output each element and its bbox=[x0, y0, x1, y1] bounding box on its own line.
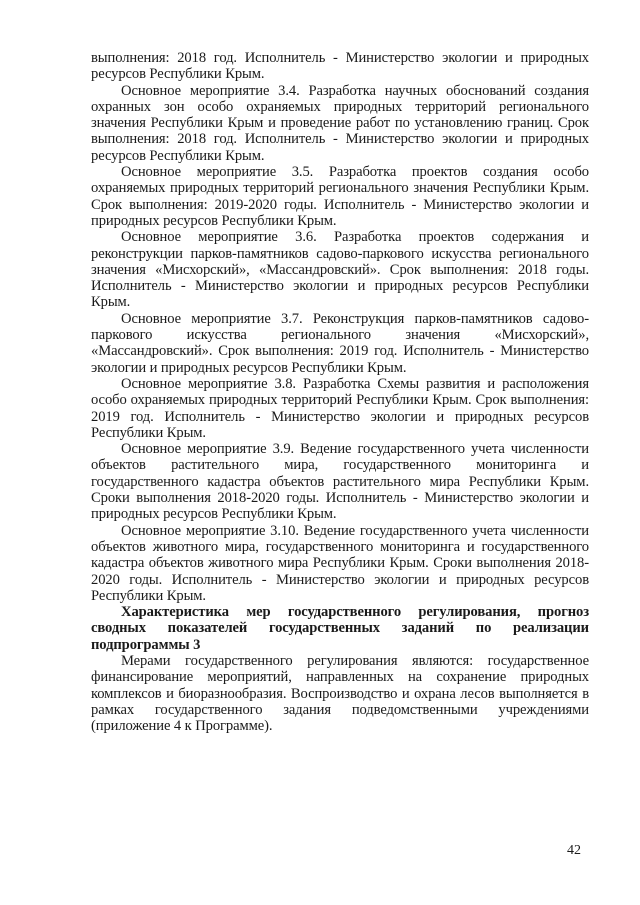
document-body bbox=[91, 50, 589, 734]
paragraph-continuation: выполнения: 2018 год. Исполнитель - Министерство экологии и природных ресурсов Республики Крым. bbox=[91, 50, 589, 83]
paragraph-measure-3-8: Основное мероприятие 3.8. Разработка Схемы развития и расположения особо охраняемых природных территорий Республики Крым. Срок выполнения: 2019 год. Исполнитель - Министерство экологии и природных ресурсов Республики Крым. bbox=[91, 375, 589, 441]
section-heading: Характеристика мер государственного регулирования, прогноз сводных показателей государственных заданий по реализации подпрограммы 3 bbox=[91, 604, 589, 653]
paragraph-measure-3-6: Основное мероприятие 3.6. Разработка проектов содержания и реконструкции парков-памятников садово-паркового искусства регионального значения «Мисхорский», «Массандровский». Срок выполнения: 2018 годы. Исполнитель - Министерство экологии и природных ресурсов Республики Крым. bbox=[91, 229, 589, 311]
page-number: 42 bbox=[567, 843, 581, 858]
paragraph-regulation-measures: Мерами государственного регулирования являются: государственное финансирование мероприятий, направленных на сохранение природных комплексов и биоразнообразия. Воспроизводство и охрана лесов выполняется в рамках государственного задания подведомственными учреждениями (приложение 4 к Программе). bbox=[91, 652, 589, 735]
paragraph-measure-3-10: Основное мероприятие 3.10. Ведение государственного учета численности объектов животного мира, государственного мониторинга и государственного кадастра объектов животного мира Республики Крым. Сроки выполнения 2018-2020 годы. Исполнитель - Министерство экологии и природных ресурсов Республики Крым. bbox=[91, 522, 589, 604]
paragraph-measure-3-4: Основное мероприятие 3.4. Разработка научных обоснований создания охранных зон особо охраняемых природных территорий регионального значения Республики Крым и проведение работ по установлению границ. Срок выполнения: 2018 год. Исполнитель - Министерство экологии и природных ресурсов Республики Крым. bbox=[91, 82, 589, 164]
paragraph-measure-3-9: Основное мероприятие 3.9. Ведение государственного учета численности объектов растительного мира, государственного мониторинга и государственного кадастра объектов растительного мира Республики Крым. Сроки выполнения 2018-2020 годы. Исполнитель - Министерство экологии и природных ресурсов Республики Крым. bbox=[91, 441, 589, 523]
paragraph-measure-3-5: Основное мероприятие 3.5. Разработка проектов создания особо охраняемых природных территорий регионального значения Республики Крым. Срок выполнения: 2019-2020 годы. Исполнитель - Министерство экологии и природных ресурсов Республики Крым. bbox=[91, 164, 589, 229]
paragraph-measure-3-7: Основное мероприятие 3.7. Реконструкция парков-памятников садово-паркового искусства регионального значения «Мисхорский», «Массандровский». Срок выполнения: 2019 год. Исполнитель - Министерство экологии и природных ресурсов Республики Крым. bbox=[91, 310, 589, 376]
